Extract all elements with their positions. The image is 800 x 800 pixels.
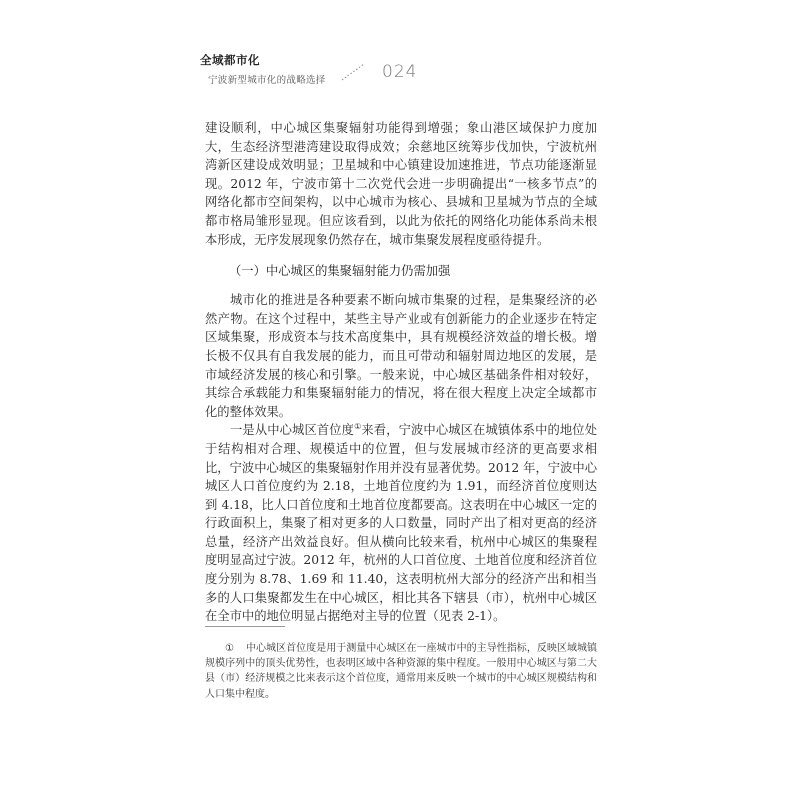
page-number: 024: [382, 62, 418, 82]
main-body-text: [205, 119, 597, 626]
footnote: [205, 641, 597, 702]
dotted-slash-ornament: [340, 62, 366, 82]
paragraph-urbanization: 城市化的推进是各种要素不断向城市集聚的过程，是集聚经济的必然产物。在这个过程中，某些主导产业或有创新能力的企业逐步在特定区域集聚，形成资本与技术高度集中，具有规模经济效益的增长极。增长极不仅具有自我发展的能力，而且可带动和辐射周边地区的发展，是市域经济发展的核心和引擎。一般来说，中心城区基础条件相对较好，其综合承载能力和集聚辐射能力的情况，将在很大程度上决定全域都市化的整体效果。: [205, 293, 597, 419]
book-title: 全域都市化: [200, 53, 260, 67]
primacy-text-rest: 来看，宁波中心城区在城镇体系中的地位处于结构相对合理、规模适中的位置，但与发展城市经济的更高要求相比，宁波中心城区的集聚辐射作用并没有显著优势。2012 年，宁波中心城区人口首位度约为 2.18，土地首位度约为 1.91，而经济首位度则达到 4.18，比人口首位度和土地首位度都要高。这表明在中心城区一定的行政面积上，集聚了相对更多的人口数量，同时产出了相对更高的经济总量，经济产出效益良好。但从横向比较来看，杭州中心城区的集聚程度明显高过宁波。2012 年，杭州的人口首位度、土地首位度和经济首位度分别为 8.78、1.69 和 11.40，这表明杭州大部分的经济产出和相当多的人口集聚都发生在中心城区，相比其各下辖县（市），杭州中心城区在全市中的地位明显占据绝对主导的位置（见表 2-1）。: [205, 423, 597, 624]
book-subtitle: 宁波新型城市化的战略选择: [208, 75, 326, 86]
footnote-mark: ①: [225, 643, 234, 654]
primacy-text-start: 一是从中心城区首位度: [230, 423, 355, 438]
footnote-divider: [205, 626, 285, 627]
running-header: [200, 52, 620, 92]
paragraph-primacy: [205, 421, 597, 626]
footnote-reference[interactable]: ①: [354, 422, 362, 432]
footnote-text: 中心城区首位度是用于测量中心城区在一座城市中的主导性指标，反映区域城镇规模序列中的顶头优势性，也表明区域中各种资源的集中程度。一般用中心城区与第二大县（市）经济规模之比来表示这个首位度，通常用来反映一个城市的中心城区规模结构和人口集中程度。: [205, 643, 597, 700]
paragraph-continuation: 建设顺利，中心城区集聚辐射功能得到增强；象山港区域保护力度加大，生态经济型港湾建设取得成效；余慈地区统筹步伐加快，宁波杭州湾新区建设成效明显；卫星城和中心镇建设加速推进，节点功能逐渐显现。2012 年，宁波市第十二次党代会进一步明确提出“一核多节点”的网络化都市空间架构，以中心城市为核心、县城和卫星城为节点的全域都市格局雏形显现。但应该看到，以此为依托的网络化功能体系尚未根本形成，无序发展现象仍然存在，城市集聚发展程度亟待提升。: [205, 121, 597, 247]
section-heading: （一）中心城区的集聚辐射能力仍需加强: [229, 264, 451, 279]
